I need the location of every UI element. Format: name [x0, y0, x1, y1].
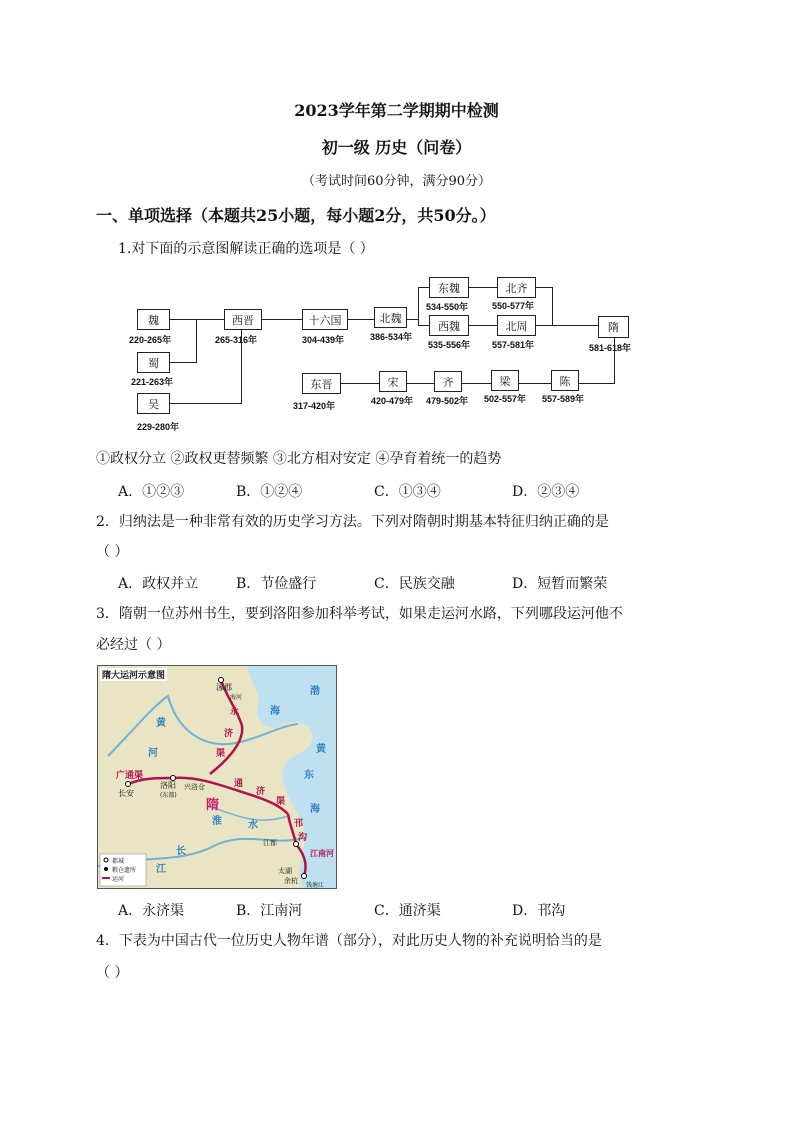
legend-granary: 粮仓遗所	[112, 867, 137, 874]
timeline-connector	[418, 287, 419, 326]
place-haihe: 海河	[230, 694, 243, 701]
dynasty-date-beiqi: 550-577年	[492, 301, 535, 311]
dynasty-box-wei: 魏	[137, 309, 170, 330]
legend-capital-icon	[104, 858, 108, 862]
q3-option-c[interactable]: C．通济渠	[374, 903, 441, 919]
water-shui: 水	[248, 820, 258, 831]
q4-stem-cont: （ ）	[96, 965, 129, 981]
timeline-connector	[170, 403, 242, 404]
dynasty-date-beiwei: 386-534年	[370, 332, 413, 342]
q3-option-b[interactable]: B．江南河	[236, 903, 303, 919]
exam-note: （考试时间60分钟，满分90分）	[301, 174, 492, 189]
q3-option-d[interactable]: D．邗沟	[512, 903, 566, 919]
dynasty-date-dongjin: 317-420年	[293, 401, 336, 411]
dynasty-date-beizhou: 557-581年	[492, 340, 535, 350]
water-dong: 东	[304, 770, 314, 781]
section-heading: 一、单项选择（本题共25小题，每小题2分，共50分。）	[96, 206, 496, 225]
place-sui: 隋	[206, 798, 220, 813]
q2-option-d[interactable]: D．短暂而繁荣	[512, 576, 608, 592]
dynasty-box-dongjin: 东晋	[302, 373, 341, 394]
timeline-connector	[418, 325, 429, 326]
q1-option-c[interactable]: C．①③④	[374, 484, 441, 500]
place-dongdu: (东都)	[160, 792, 177, 799]
dynasty-box-sui: 隋	[598, 316, 629, 338]
dynasty-date-wei: 220-265年	[129, 335, 172, 345]
timeline-connector	[170, 319, 226, 320]
dynasty-date-dongwei: 534-550年	[426, 302, 469, 312]
q2-option-a[interactable]: A．政权并立	[118, 576, 199, 592]
dynasty-box-shu: 蜀	[137, 352, 170, 373]
water-hai2: 海	[310, 804, 320, 815]
canal-gou: 沟	[298, 833, 308, 843]
map-title: 隋大运河示意图	[100, 668, 167, 681]
timeline-connector	[341, 383, 379, 384]
q1-option-b[interactable]: B．①②④	[236, 484, 303, 500]
dynasty-box-beiwei: 北魏	[374, 307, 407, 328]
city-marker-changan	[126, 782, 131, 787]
timeline-connector	[407, 319, 418, 320]
q4-stem: 4．下表为中国古代一位历史人物年谱（部分），对此历史人物的补充说明恰当的是	[96, 933, 602, 949]
canal-jiangnan: 江南河	[310, 849, 334, 858]
q2-stem-cont: （ ）	[96, 544, 129, 560]
timeline-connector	[196, 319, 197, 362]
q2-option-b[interactable]: B．节俭盛行	[236, 576, 317, 592]
q3-stem-cont: 必经过（ ）	[96, 637, 171, 653]
water-bo: 渤	[310, 686, 320, 697]
timeline-connector	[469, 287, 497, 288]
canal-ji2: 济	[256, 787, 266, 797]
timeline-connector	[536, 325, 598, 326]
dynasty-box-beiqi: 北齐	[497, 277, 536, 298]
timeline-connector	[552, 287, 553, 326]
timeline-connector	[407, 383, 434, 384]
canal-qu1: 渠	[216, 749, 226, 759]
exam-title: 2023学年第二学期期中检测	[294, 101, 499, 120]
water-jiang: 江	[156, 864, 166, 875]
place-qiantangjiang: 钱塘江	[306, 882, 325, 889]
dynasty-box-xiwei: 西魏	[429, 315, 469, 336]
place-yuhang: 余杭	[284, 877, 298, 885]
timeline-connector	[519, 383, 552, 384]
q2-option-c[interactable]: C．民族交融	[374, 576, 455, 592]
water-he1: 河	[148, 748, 158, 759]
water-huang2: 黄	[316, 744, 326, 755]
legend-canal: 运河	[112, 876, 125, 883]
timeline-connector	[462, 383, 491, 384]
canal-han: 邗	[294, 819, 304, 829]
dynasty-box-qi: 齐	[434, 371, 462, 392]
dynasty-date-xiwei: 535-556年	[428, 340, 471, 350]
dynasty-date-shiliuguo: 304-439年	[302, 335, 345, 345]
place-taihu: 太湖	[278, 867, 292, 875]
water-huang1: 黄	[156, 718, 166, 729]
legend-granary-icon	[104, 867, 108, 871]
place-changan: 长安	[118, 789, 134, 798]
q1-stem: 1.对下面的示意图解读正确的选项是（ ）	[118, 241, 374, 257]
canal-yong: 永	[230, 707, 240, 717]
timeline-connector	[170, 362, 197, 363]
dynasty-box-song: 宋	[379, 371, 407, 392]
dynasty-date-qi: 479-502年	[426, 396, 469, 406]
timeline-connector	[418, 287, 429, 288]
timeline-connector	[348, 319, 374, 320]
dynasty-date-shu: 221-263年	[131, 377, 174, 387]
place-jiangdu: 江都	[263, 839, 277, 847]
dynasty-box-chen: 陈	[551, 370, 579, 391]
legend-capital: 都城	[112, 858, 125, 865]
dynasty-date-chen: 557-589年	[542, 394, 585, 404]
dynasty-box-xijin: 西晋	[224, 309, 262, 330]
dynasty-timeline	[0, 0, 793, 440]
q3-option-a[interactable]: A．永济渠	[118, 903, 185, 919]
place-zhuojun: 涿郡	[216, 683, 232, 692]
timeline-connector	[536, 287, 552, 288]
canal-ji1: 济	[224, 729, 234, 739]
timeline-connector	[262, 319, 302, 320]
water-hai1: 海	[270, 706, 280, 717]
grand-canal-map	[97, 665, 337, 889]
water-chang: 长	[176, 846, 186, 857]
timeline-connector	[579, 383, 615, 384]
dynasty-date-wu: 229-280年	[137, 422, 180, 432]
canal-tong: 通	[234, 779, 244, 789]
dynasty-date-song: 420-479年	[371, 396, 414, 406]
q3-stem: 3．隋朝一位苏州书生，要到洛阳参加科举考试，如果走运河水路，下列哪段运河他不	[96, 606, 623, 622]
dynasty-box-dongwei: 东魏	[429, 277, 469, 298]
place-xingluocang: 兴洛仓	[184, 783, 205, 791]
q1-statements: ①政权分立 ②政权更替频繁 ③北方相对安定 ④孕育着统一的趋势	[96, 451, 502, 467]
timeline-connector	[469, 325, 497, 326]
canal-qu2: 渠	[276, 797, 286, 807]
canal-guangtong: 广通渠	[116, 771, 144, 781]
q1-option-d[interactable]: D．②③④	[512, 484, 580, 500]
city-marker-yuhang	[302, 874, 307, 879]
dynasty-box-wu: 吴	[137, 393, 170, 414]
dynasty-date-sui: 581-618年	[589, 343, 632, 353]
dynasty-box-shiliuguo: 十六国	[302, 309, 348, 330]
dynasty-date-xijin: 265-316年	[215, 335, 258, 345]
dynasty-box-liang: 梁	[491, 370, 519, 391]
exam-subtitle: 初一级 历史（问卷）	[321, 138, 472, 157]
q2-stem: 2．归纳法是一种非常有效的历史学习方法。下列对隋朝时期基本特征归纳正确的是	[96, 514, 609, 530]
dynasty-box-beizhou: 北周	[497, 315, 536, 336]
q1-option-a[interactable]: A．①②③	[118, 484, 185, 500]
water-huai: 淮	[212, 816, 222, 827]
place-luoyang: 洛阳	[160, 781, 176, 790]
dynasty-date-liang: 502-557年	[484, 394, 527, 404]
